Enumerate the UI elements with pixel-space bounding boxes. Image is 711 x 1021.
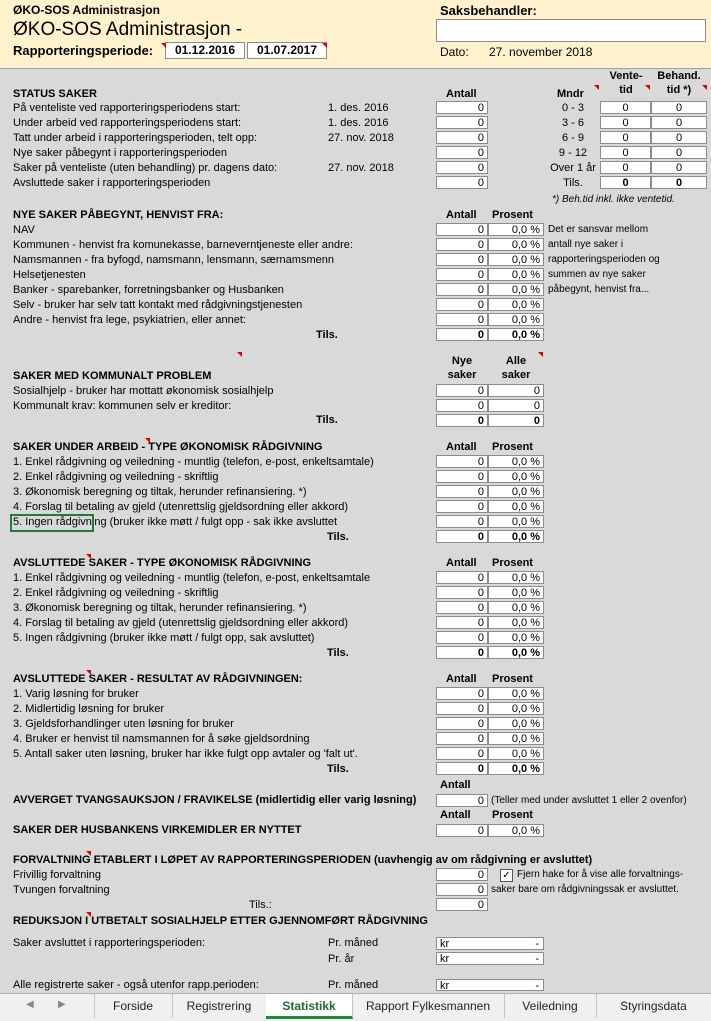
nye-col-prosent: Prosent xyxy=(492,209,533,221)
forvaltning-total-value: 0 xyxy=(436,898,488,911)
months-row-label: Tils. xyxy=(563,177,583,189)
status-row-label: Avsluttede saker i rapporteringsperioden xyxy=(13,177,211,189)
months-row-behand: 0 xyxy=(651,161,707,174)
tab-registrering[interactable]: Registrering xyxy=(172,994,267,1018)
forvaltning-title: FORVALTNING ETABLERT I LØPET AV RAPPORTERINGSPERIODEN (uavhengig av om rådgivning er avsluttet) xyxy=(13,854,593,866)
saksbehandler-label: Saksbehandler: xyxy=(440,3,537,18)
avsluttede-type-total-prosent: 0,0 % xyxy=(488,646,544,659)
forvaltning-row-label: Tvungen forvaltning xyxy=(13,884,110,896)
kommunalt-col-alle-2: saker xyxy=(501,369,531,381)
reduksjon-title: REDUKSJON I UTBETALT SOSIALHJELP ETTER GJENNOMFØRT RÅDGIVNING xyxy=(13,915,428,927)
tab-rapport-fylkesmannen[interactable]: Rapport Fylkesmannen xyxy=(352,994,505,1018)
avsluttede-type-row-antall[interactable]: 0 xyxy=(436,631,488,644)
months-col-behand: Behand. xyxy=(657,70,701,82)
avsluttede-resultat-row-antall[interactable]: 0 xyxy=(436,717,488,730)
avsluttede-resultat-row-antall[interactable]: 0 xyxy=(436,747,488,760)
under-arbeid-row-prosent: 0,0 % xyxy=(488,470,544,483)
nye-note-line: rapporteringsperioden og xyxy=(548,254,660,265)
forvaltning-checkbox[interactable]: ✓ xyxy=(500,869,513,882)
nye-row-antall[interactable]: 0 xyxy=(436,313,488,326)
avsluttede-type-row-antall[interactable]: 0 xyxy=(436,601,488,614)
avsluttede-type-col-antall: Antall xyxy=(446,557,477,569)
tab-nav-area xyxy=(0,994,95,1018)
tab-forside[interactable]: Forside xyxy=(94,994,173,1018)
husbanken-antall[interactable]: 0 xyxy=(436,824,488,837)
status-row-label: Saker på venteliste (uten behandling) pr. dagens dato: xyxy=(13,162,278,174)
avsluttede-type-col-prosent: Prosent xyxy=(492,557,533,569)
kommunalt-col-nye-2: saker xyxy=(447,369,477,381)
status-row-date: 27. nov. 2018 xyxy=(328,162,394,174)
forvaltning-checkbox-label: Fjern hake for å vise alle forvaltnings- xyxy=(517,869,684,880)
status-title: STATUS SAKER xyxy=(13,88,97,100)
reduksjon-row2-label: Alle registrerte saker - også utenfor rapp.perioden: xyxy=(13,979,259,991)
nye-title: NYE SAKER PÅBEGYNT, HENVIST FRA: xyxy=(13,209,224,221)
months-col-behand-2: tid *) xyxy=(666,84,692,96)
kommunalt-row-label: Sosialhjelp - bruker har mottatt økonomisk sosialhjelp xyxy=(13,385,274,397)
under-arbeid-row-prosent: 0,0 % xyxy=(488,515,544,528)
avsluttede-resultat-row-label: 2. Midlertidig løsning for bruker xyxy=(13,703,165,715)
avsluttede-type-title: AVSLUTTEDE SAKER - TYPE ØKONOMISK RÅDGIVNING xyxy=(13,557,312,569)
months-row-behand: 0 xyxy=(651,116,707,129)
months-row-behand: 0 xyxy=(651,176,707,189)
husbanken-label: SAKER DER HUSBANKENS VIRKEMIDLER ER NYTTET xyxy=(13,824,302,836)
months-row-vente: 0 xyxy=(600,116,651,129)
under-arbeid-row-antall[interactable]: 0 xyxy=(436,470,488,483)
avverget-label: AVVERGET TVANGSAUKSJON / FRAVIKELSE (midlertidig eller varig løsning) xyxy=(13,794,417,806)
avsluttede-resultat-row-label: 1. Varig løsning for bruker xyxy=(13,688,139,700)
months-row-behand: 0 xyxy=(651,146,707,159)
reduksjon-row1-label: Saker avsluttet i rapporteringsperioden: xyxy=(13,937,205,949)
status-row-label: Tatt under arbeid i rapporteringsperioden, telt opp: xyxy=(13,132,257,144)
avverget-note: (Teller med under avsluttet 1 eller 2 ovenfor) xyxy=(491,795,687,806)
comment-marker xyxy=(237,352,242,357)
avsluttede-resultat-total-antall: 0 xyxy=(436,762,488,775)
nye-row-prosent: 0,0 % xyxy=(488,223,544,236)
months-row-label: 9 - 12 xyxy=(558,147,588,159)
status-row-label: På venteliste ved rapporteringsperiodens start: xyxy=(13,102,241,114)
kommunalt-row-nye[interactable]: 0 xyxy=(436,384,488,397)
under-arbeid-total-antall: 0 xyxy=(436,530,488,543)
comment-marker xyxy=(538,352,543,357)
period-label: Rapporteringsperiode: xyxy=(13,43,154,58)
kommunalt-total-alle: 0 xyxy=(488,414,544,427)
under-arbeid-row-prosent: 0,0 % xyxy=(488,485,544,498)
dato-label: Dato: xyxy=(440,45,469,59)
avsluttede-type-row-antall[interactable]: 0 xyxy=(436,571,488,584)
under-arbeid-row-antall[interactable]: 0 xyxy=(436,515,488,528)
months-row-vente: 0 xyxy=(600,131,651,144)
status-row-date: 1. des. 2016 xyxy=(328,102,389,114)
months-row-behand: 0 xyxy=(651,131,707,144)
avverget-value[interactable]: 0 xyxy=(436,794,488,807)
status-row-value: 0 xyxy=(436,101,488,114)
avsluttede-type-row-label: 1. Enkel rådgivning og veiledning - muntlig (telefon, e-post, enkeltsamtale xyxy=(13,572,371,584)
under-arbeid-title: SAKER UNDER ARBEID - TYPE ØKONOMISK RÅDGIVNING xyxy=(13,441,323,453)
nye-row-antall[interactable]: 0 xyxy=(436,223,488,236)
kommunalt-row-nye[interactable]: 0 xyxy=(436,399,488,412)
avsluttede-resultat-row-prosent: 0,0 % xyxy=(488,747,544,760)
avsluttede-type-total-label: Tils. xyxy=(327,647,349,659)
avsluttede-type-row-prosent: 0,0 % xyxy=(488,616,544,629)
status-row-label: Under arbeid ved rapporteringsperiodens start: xyxy=(13,117,242,129)
nye-note-line: antall nye saker i xyxy=(548,239,624,250)
months-row-vente: 0 xyxy=(600,161,651,174)
avsluttede-type-row-label: 2. Enkel rådgivning og veiledning - skriftlig xyxy=(13,587,219,599)
avsluttede-type-row-prosent: 0,0 % xyxy=(488,631,544,644)
dash-value: - xyxy=(535,938,539,950)
nye-row-prosent: 0,0 % xyxy=(488,283,544,296)
status-row-date: 27. nov. 2018 xyxy=(328,132,394,144)
avsluttede-type-row-antall[interactable]: 0 xyxy=(436,616,488,629)
under-arbeid-row-label: 1. Enkel rådgivning og veiledning - muntlig (telefon, e-post, enkeltsamtale) xyxy=(13,456,374,468)
reduksjon-pr-aar-label: Pr. år xyxy=(328,953,355,965)
under-arbeid-col-antall: Antall xyxy=(446,441,477,453)
avverget-col-antall: Antall xyxy=(440,779,471,791)
months-row-label: 6 - 9 xyxy=(561,132,584,144)
months-footnote: *) Beh.tid inkl. ikke ventetid. xyxy=(552,194,675,205)
avsluttede-resultat-row-prosent: 0,0 % xyxy=(488,732,544,745)
nye-row-label: Andre - henvist fra lege, psykiatrien, eller annet: xyxy=(13,314,246,326)
scroll-right-icon[interactable]: ▶ xyxy=(58,999,66,1010)
under-arbeid-row-antall[interactable]: 0 xyxy=(436,485,488,498)
nye-total-label: Tils. xyxy=(316,329,338,341)
nye-row-label: NAV xyxy=(13,224,35,236)
status-row-date: 1. des. 2016 xyxy=(328,117,389,129)
comment-marker xyxy=(161,43,166,48)
nye-row-prosent: 0,0 % xyxy=(488,298,544,311)
comment-marker xyxy=(86,554,91,559)
avsluttede-resultat-row-prosent: 0,0 % xyxy=(488,687,544,700)
comment-marker xyxy=(86,670,91,675)
months-row-label: 0 - 3 xyxy=(561,102,584,114)
nye-row-antall[interactable]: 0 xyxy=(436,283,488,296)
avsluttede-resultat-row-prosent: 0,0 % xyxy=(488,702,544,715)
avsluttede-type-row-prosent: 0,0 % xyxy=(488,601,544,614)
status-row-value: 0 xyxy=(436,176,488,189)
nye-note-line: Det er sansvar mellom xyxy=(548,224,649,235)
comment-marker xyxy=(322,43,327,48)
nye-row-prosent: 0,0 % xyxy=(488,238,544,251)
nye-row-antall[interactable]: 0 xyxy=(436,298,488,311)
forvaltning-total-label: Tils.: xyxy=(249,899,272,911)
nye-row-label: Selv - bruker har selv tatt kontakt med rådgivningstjenesten xyxy=(13,299,303,311)
avsluttede-resultat-row-antall[interactable]: 0 xyxy=(436,732,488,745)
scroll-left-icon[interactable]: ◀ xyxy=(26,999,34,1010)
months-row-vente: 0 xyxy=(600,146,651,159)
avsluttede-resultat-col-antall: Antall xyxy=(446,673,477,685)
avsluttede-resultat-title: AVSLUTTEDE SAKER - RESULTAT AV RÅDGIVNINGEN: xyxy=(13,673,303,685)
months-row-label: 3 - 6 xyxy=(561,117,584,129)
nye-total-prosent: 0,0 % xyxy=(488,328,544,341)
under-arbeid-row-antall[interactable]: 0 xyxy=(436,500,488,513)
status-row-value: 0 xyxy=(436,116,488,129)
under-arbeid-row-prosent: 0,0 % xyxy=(488,500,544,513)
period-from-field[interactable]: 01.12.2016 xyxy=(165,42,245,59)
kommunalt-row-alle[interactable]: 0 xyxy=(488,384,544,397)
under-arbeid-row-antall[interactable]: 0 xyxy=(436,455,488,468)
comment-marker xyxy=(145,438,150,443)
under-arbeid-total-label: Tils. xyxy=(327,531,349,543)
status-row-value: 0 xyxy=(436,146,488,159)
avsluttede-resultat-row-antall[interactable]: 0 xyxy=(436,702,488,715)
nye-row-prosent: 0,0 % xyxy=(488,313,544,326)
nye-row-label: Banker - sparebanker, forretningsbanker og Husbanken xyxy=(13,284,284,296)
selected-cell[interactable] xyxy=(10,514,94,532)
avsluttede-type-row-label: 4. Forslag til betaling av gjeld (utenrettslig gjeldsordning eller akkord) xyxy=(13,617,349,629)
app-name: ØKO-SOS Administrasjon xyxy=(13,3,160,17)
status-row-label: Nye saker påbegynt i rapporteringsperioden xyxy=(13,147,228,159)
months-row-vente: 0 xyxy=(600,101,651,114)
under-arbeid-row-label: 5. Ingen rådgivning (bruker ikke møtt / fulgt opp - sak ikke avsluttet xyxy=(13,516,338,528)
months-col-vente: Vente- xyxy=(609,70,643,82)
nye-row-antall[interactable]: 0 xyxy=(436,268,488,281)
under-arbeid-row-label: 3. Økonomisk beregning og tiltak, herunder refinansiering. *) xyxy=(13,486,307,498)
comment-marker xyxy=(86,851,91,856)
status-col-antall: Antall xyxy=(446,88,477,100)
husbanken-col-antall: Antall xyxy=(440,809,471,821)
comment-marker xyxy=(86,912,91,917)
avsluttede-resultat-row-label: 3. Gjeldsforhandlinger uten løsning for bruker xyxy=(13,718,234,730)
period-to-field[interactable]: 01.07.2017 xyxy=(247,42,327,59)
avsluttede-type-row-prosent: 0,0 % xyxy=(488,586,544,599)
avsluttede-type-row-prosent: 0,0 % xyxy=(488,571,544,584)
months-row-vente: 0 xyxy=(600,176,651,189)
husbanken-col-prosent: Prosent xyxy=(492,809,533,821)
forvaltning-row-value: 0 xyxy=(436,868,488,881)
avsluttede-type-row-label: 5. Ingen rådgivning (bruker ikke møtt / fulgt opp, sak avsluttet) xyxy=(13,632,315,644)
status-row-value: 0 xyxy=(436,131,488,144)
avsluttede-type-total-antall: 0 xyxy=(436,646,488,659)
months-row-behand: 0 xyxy=(651,101,707,114)
saksbehandler-field[interactable] xyxy=(436,19,706,42)
kommunalt-row-alle[interactable]: 0 xyxy=(488,399,544,412)
avsluttede-type-row-antall[interactable]: 0 xyxy=(436,586,488,599)
comment-marker xyxy=(594,85,599,90)
kommunalt-col-alle: Alle xyxy=(505,355,527,367)
reduksjon-row2-value xyxy=(436,979,544,991)
nye-note-line: påbegynt, henvist fra... xyxy=(548,284,650,295)
comment-marker xyxy=(645,85,650,90)
months-col-vente-2: tid xyxy=(619,84,633,96)
under-arbeid-col-prosent: Prosent xyxy=(492,441,533,453)
avsluttede-type-row-label: 3. Økonomisk beregning og tiltak, herunder refinansiering. *) xyxy=(13,602,307,614)
nye-row-antall[interactable]: 0 xyxy=(436,238,488,251)
comment-marker xyxy=(702,85,707,90)
husbanken-prosent: 0,0 % xyxy=(488,824,544,837)
under-arbeid-row-prosent: 0,0 % xyxy=(488,455,544,468)
avsluttede-resultat-row-label: 5. Antall saker uten løsning, bruker har ikke fulgt opp avtaler og 'falt ut'. xyxy=(13,748,358,760)
under-arbeid-row-label: 2. Enkel rådgivning og veiledning - skriftlig xyxy=(13,471,219,483)
avsluttede-resultat-total-prosent: 0,0 % xyxy=(488,762,544,775)
months-row-label: Over 1 år xyxy=(550,162,596,174)
avsluttede-resultat-row-antall[interactable]: 0 xyxy=(436,687,488,700)
page-title: ØKO-SOS Administrasjon - xyxy=(13,19,243,40)
tab-styringsdata[interactable]: Styringsdata xyxy=(596,994,711,1018)
kommunalt-col-nye: Nye xyxy=(451,355,473,367)
nye-row-antall[interactable]: 0 xyxy=(436,253,488,266)
reduksjon-row2-pr-label: Pr. måned xyxy=(328,979,379,991)
tab-veiledning[interactable]: Veiledning xyxy=(504,994,597,1018)
nye-col-antall: Antall xyxy=(446,209,477,221)
under-arbeid-row-label: 4. Forslag til betaling av gjeld (utenrettslig gjeldsordning eller akkord) xyxy=(13,501,349,513)
reduksjon-pr-maaned-label: Pr. måned xyxy=(328,937,379,949)
forvaltning-checkbox-label-2: saker bare om rådgivningssak er avsluttet. xyxy=(491,884,679,895)
status-row-value: 0 xyxy=(436,161,488,174)
under-arbeid-total-prosent: 0,0 % xyxy=(488,530,544,543)
currency-label: kr xyxy=(440,953,450,965)
forvaltning-row-label: Frivillig forvaltning xyxy=(13,869,102,881)
avsluttede-resultat-row-label: 4. Bruker er henvist til namsmannen for å søke gjeldsordning xyxy=(13,733,310,745)
kommunalt-total-label: Tils. xyxy=(316,414,338,426)
sheet-tab-bar xyxy=(0,993,711,1021)
nye-row-prosent: 0,0 % xyxy=(488,268,544,281)
currency-label: kr xyxy=(440,980,450,992)
avsluttede-resultat-row-prosent: 0,0 % xyxy=(488,717,544,730)
nye-row-label: Helsetjenesten xyxy=(13,269,86,281)
forvaltning-row-value: 0 xyxy=(436,883,488,896)
dato-value: 27. november 2018 xyxy=(489,45,593,59)
nye-row-prosent: 0,0 % xyxy=(488,253,544,266)
currency-label: kr xyxy=(440,938,450,950)
months-col-mndr: Mndr xyxy=(557,88,584,100)
nye-total-antall: 0 xyxy=(436,328,488,341)
reduksjon-pr-aar-value xyxy=(436,952,544,965)
reduksjon-pr-maaned-value xyxy=(436,937,544,950)
tab-statistikk[interactable]: Statistikk xyxy=(266,994,353,1019)
avsluttede-resultat-col-prosent: Prosent xyxy=(492,673,533,685)
dash-value: - xyxy=(535,953,539,965)
nye-row-label: Namsmannen - fra byfogd, namsmann, lensmann, særnamsmenn xyxy=(13,254,334,266)
nye-row-label: Kommunen - henvist fra komunekasse, barneverntjeneste eller andre: xyxy=(13,239,353,251)
kommunalt-row-label: Kommunalt krav: kommunen selv er kreditor: xyxy=(13,400,232,412)
kommunalt-total-nye: 0 xyxy=(436,414,488,427)
dash-value: - xyxy=(535,980,539,992)
nye-note-line: summen av nye saker xyxy=(548,269,646,280)
kommunalt-title: SAKER MED KOMMUNALT PROBLEM xyxy=(13,370,212,382)
avsluttede-resultat-total-label: Tils. xyxy=(327,763,349,775)
